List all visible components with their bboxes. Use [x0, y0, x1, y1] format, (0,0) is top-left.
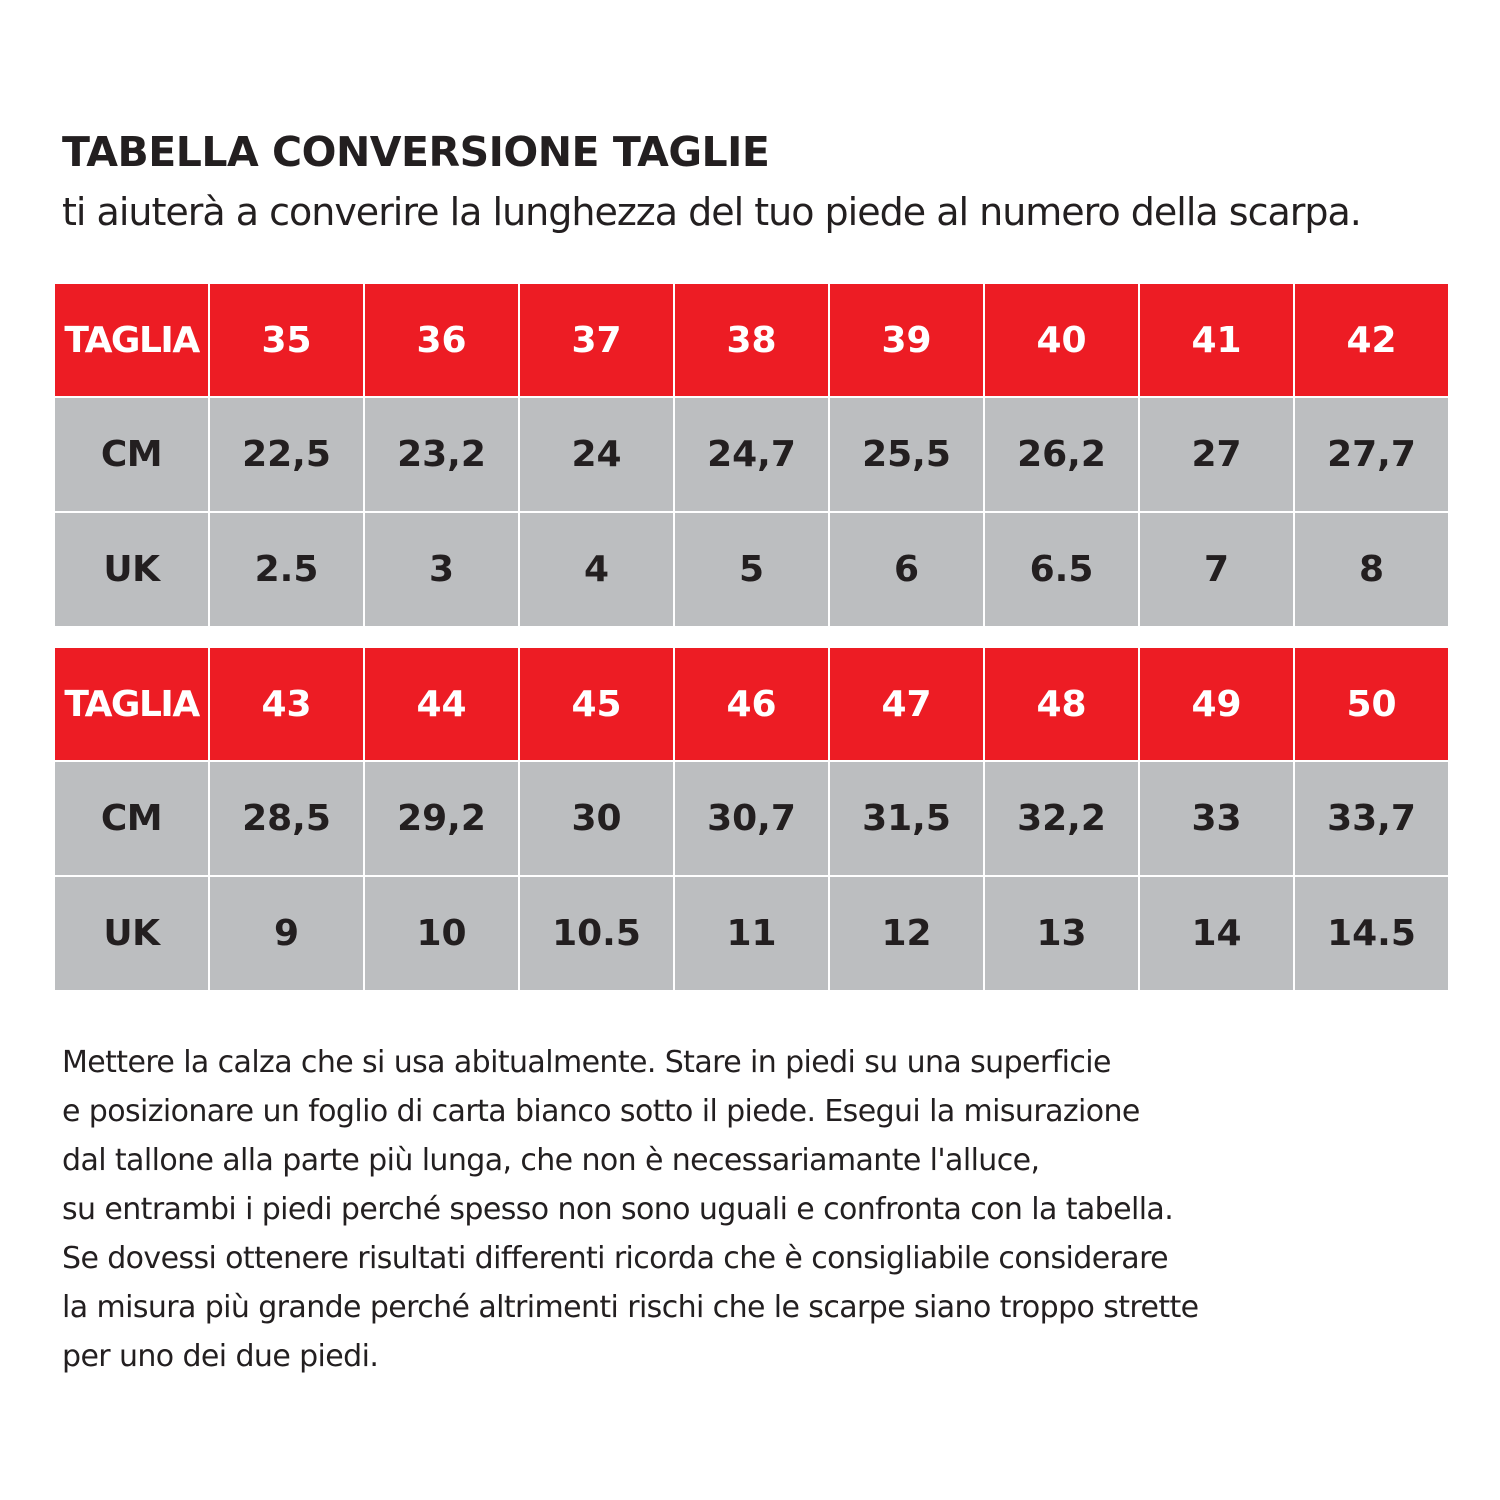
table-cell: 38 [675, 284, 830, 398]
table-cell: 11 [675, 877, 830, 990]
instruction-line: per uno dei due piedi. [62, 1339, 379, 1374]
page-title: TABELLA CONVERSIONE TAGLIE [62, 128, 770, 176]
table-row-uk [55, 877, 1448, 990]
table-cell: 25,5 [830, 398, 985, 513]
table-row-taglia [55, 284, 1448, 398]
size-conversion-table-1 [55, 284, 1448, 626]
table-cell: 42 [1295, 284, 1448, 398]
table-cell: 27 [1140, 398, 1295, 513]
table-cell: 31,5 [830, 762, 985, 877]
instruction-line: e posizionare un foglio di carta bianco sotto il piede. Esegui la misurazione [62, 1094, 1140, 1129]
row-label-cm: CM [55, 398, 210, 513]
instruction-line: dal tallone alla parte più lunga, che non è necessariamante l'alluce, [62, 1143, 1040, 1178]
table-cell: 47 [830, 648, 985, 762]
table-cell: 23,2 [365, 398, 520, 513]
row-label-cm: CM [55, 762, 210, 877]
table-cell: 30 [520, 762, 675, 877]
table-cell: 37 [520, 284, 675, 398]
instruction-line: su entrambi i piedi perché spesso non sono uguali e confronta con la tabella. [62, 1192, 1174, 1227]
table-cell: 3 [365, 513, 520, 626]
table-cell: 7 [1140, 513, 1295, 626]
table-cell: 26,2 [985, 398, 1140, 513]
table-cell: 28,5 [210, 762, 365, 877]
table-row-taglia [55, 648, 1448, 762]
table-cell: 50 [1295, 648, 1448, 762]
table-cell: 2.5 [210, 513, 365, 626]
row-label-taglia: TAGLIA [55, 284, 210, 398]
table-cell: 29,2 [365, 762, 520, 877]
table-cell: 39 [830, 284, 985, 398]
table-cell: 33 [1140, 762, 1295, 877]
table-cell: 40 [985, 284, 1140, 398]
table-cell: 14.5 [1295, 877, 1448, 990]
table-cell: 12 [830, 877, 985, 990]
table-cell: 46 [675, 648, 830, 762]
table-cell: 24,7 [675, 398, 830, 513]
table-cell: 43 [210, 648, 365, 762]
table-cell: 36 [365, 284, 520, 398]
table-cell: 5 [675, 513, 830, 626]
table-cell: 10.5 [520, 877, 675, 990]
row-label-uk: UK [55, 513, 210, 626]
table-cell: 6 [830, 513, 985, 626]
table-cell: 22,5 [210, 398, 365, 513]
table-cell: 14 [1140, 877, 1295, 990]
measurement-instructions [62, 1038, 1482, 1381]
table-cell: 35 [210, 284, 365, 398]
row-label-taglia: TAGLIA [55, 648, 210, 762]
instruction-line: Mettere la calza che si usa abitualmente. Stare in piedi su una superficie [62, 1045, 1111, 1080]
table-cell: 30,7 [675, 762, 830, 877]
table-cell: 32,2 [985, 762, 1140, 877]
table-cell: 27,7 [1295, 398, 1448, 513]
table-cell: 49 [1140, 648, 1295, 762]
table-cell: 8 [1295, 513, 1448, 626]
table-row-cm [55, 762, 1448, 877]
instruction-line: la misura più grande perché altrimenti rischi che le scarpe siano troppo strette [62, 1290, 1199, 1325]
row-label-uk: UK [55, 877, 210, 990]
instruction-line: Se dovessi ottenere risultati differenti ricorda che è consigliabile considerare [62, 1241, 1169, 1276]
table-row-uk [55, 513, 1448, 626]
table-cell: 41 [1140, 284, 1295, 398]
page-subtitle: ti aiuterà a converire la lunghezza del tuo piede al numero della scarpa. [62, 190, 1361, 234]
table-cell: 24 [520, 398, 675, 513]
table-row-cm [55, 398, 1448, 513]
table-cell: 13 [985, 877, 1140, 990]
table-cell: 9 [210, 877, 365, 990]
table-cell: 48 [985, 648, 1140, 762]
table-cell: 33,7 [1295, 762, 1448, 877]
table-cell: 45 [520, 648, 675, 762]
table-cell: 6.5 [985, 513, 1140, 626]
table-cell: 4 [520, 513, 675, 626]
table-cell: 10 [365, 877, 520, 990]
table-cell: 44 [365, 648, 520, 762]
size-conversion-table-2 [55, 648, 1448, 990]
